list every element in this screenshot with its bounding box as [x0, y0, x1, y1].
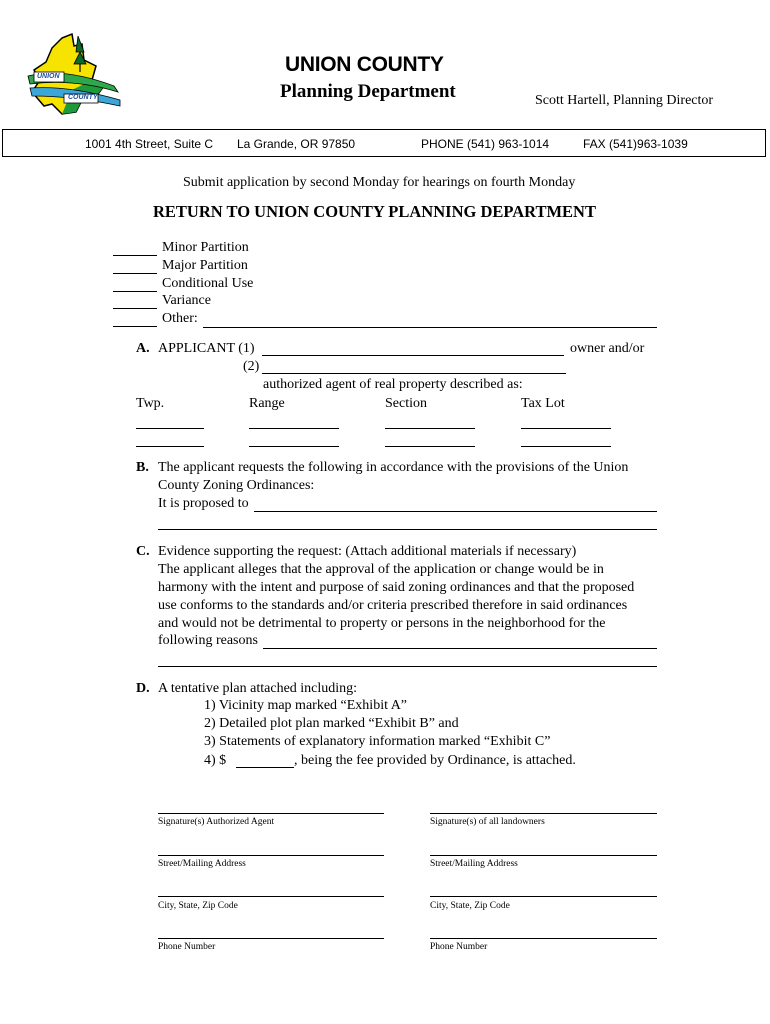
landowner-city-caption: City, State, Zip Code [430, 901, 510, 911]
reasons-field-2[interactable] [158, 652, 657, 667]
agent-phone-field[interactable] [158, 924, 384, 939]
address-street: 1001 4th Street, Suite C [85, 137, 214, 151]
section-b-line-2: County Zoning Ordinances: [158, 478, 315, 493]
exhibit-c-item: 3) Statements of explanatory information marked “Exhibit C” [204, 734, 551, 749]
reasons-label: following reasons [158, 633, 258, 648]
address-city: La Grande, OR 97850 [237, 137, 356, 151]
section-field-1[interactable] [385, 414, 475, 429]
logo-text-bottom: COUNTY [68, 94, 98, 101]
section-d-letter: D. [136, 681, 150, 696]
tax-lot-field-2[interactable] [521, 432, 611, 447]
range-label: Range [249, 396, 285, 411]
tax-lot-field-1[interactable] [521, 414, 611, 429]
fee-amount-field[interactable] [236, 753, 294, 768]
agent-text: authorized agent of real property described as: [263, 377, 523, 392]
fax-number: FAX (541)963-1039 [583, 137, 688, 151]
page-title: UNION COUNTY [285, 53, 444, 76]
minor-partition-label: Minor Partition [162, 240, 249, 255]
exhibit-a-item: 1) Vicinity map marked “Exhibit A” [204, 698, 408, 713]
applicant-label: APPLICANT (1) [158, 341, 255, 356]
agent-signature-caption: Signature(s) Authorized Agent [158, 817, 275, 827]
minor-partition-check[interactable] [113, 243, 157, 256]
section-label: Section [385, 396, 427, 411]
agent-city-caption: City, State, Zip Code [158, 901, 238, 911]
twp-label: Twp. [136, 396, 165, 411]
submission-notice: Submit application by second Monday for hearings on fourth Monday [183, 175, 576, 190]
fee-prefix: 4) $ [204, 753, 227, 768]
section-c-line-4: use conforms to the standards and/or criteria prescribed therefore in said ordinances [158, 598, 628, 613]
exhibit-b-item: 2) Detailed plot plan marked “Exhibit B” and [204, 716, 459, 731]
section-c-line-3: harmony with the intent and purpose of said zoning ordinances and that the proposed [158, 580, 635, 595]
section-c-letter: C. [136, 544, 150, 559]
applicant-2-field[interactable] [262, 359, 566, 374]
variance-label: Variance [162, 293, 211, 308]
fee-suffix: , being the fee provided by Ordinance, is attached. [294, 753, 576, 768]
proposed-field-2[interactable] [158, 515, 657, 530]
section-c-line-5: and would not be detrimental to property or persons in the neighborhood for the [158, 616, 606, 631]
variance-check[interactable] [113, 296, 157, 309]
page-subtitle: Planning Department [280, 81, 456, 102]
landowner-signature-caption: Signature(s) of all landowners [430, 817, 545, 827]
other-label: Other: [162, 311, 198, 326]
director-name: Scott Hartell, Planning Director [535, 93, 714, 108]
landowner-phone-field[interactable] [430, 924, 657, 939]
landowner-city-field[interactable] [430, 882, 657, 897]
agent-address-field[interactable] [158, 841, 384, 856]
landowner-address-caption: Street/Mailing Address [430, 859, 518, 869]
applicant-1-field[interactable] [262, 341, 564, 356]
return-heading: RETURN TO UNION COUNTY PLANNING DEPARTMENT [153, 202, 596, 221]
twp-field-2[interactable] [136, 432, 204, 447]
landowner-phone-caption: Phone Number [430, 942, 488, 952]
section-b-letter: B. [136, 460, 149, 475]
applicant-2-label: (2) [243, 359, 260, 374]
landowner-signature-field[interactable] [430, 799, 657, 814]
agent-address-caption: Street/Mailing Address [158, 859, 246, 869]
section-field-2[interactable] [385, 432, 475, 447]
range-field-1[interactable] [249, 414, 339, 429]
range-field-2[interactable] [249, 432, 339, 447]
section-c-line-1: Evidence supporting the request: (Attach additional materials if necessary) [158, 544, 577, 559]
tax-lot-label: Tax Lot [521, 396, 565, 411]
agent-city-field[interactable] [158, 882, 384, 897]
conditional-use-label: Conditional Use [162, 276, 254, 291]
conditional-use-check[interactable] [113, 279, 157, 292]
proposed-label: It is proposed to [158, 496, 249, 511]
landowner-address-field[interactable] [430, 841, 657, 856]
phone-number: PHONE (541) 963-1014 [421, 137, 550, 151]
logo-text-top: UNION [37, 73, 60, 80]
agent-phone-caption: Phone Number [158, 942, 216, 952]
major-partition-check[interactable] [113, 261, 157, 274]
other-description-field[interactable] [203, 313, 657, 328]
section-b-line-1: The applicant requests the following in accordance with the provisions of the Union [158, 460, 629, 475]
reasons-field-1[interactable] [263, 634, 657, 649]
section-d-intro: A tentative plan attached including: [158, 681, 358, 696]
county-logo [22, 30, 132, 120]
major-partition-label: Major Partition [162, 258, 248, 273]
address-bar [2, 129, 766, 157]
proposed-field-1[interactable] [254, 497, 657, 512]
other-check[interactable] [113, 314, 157, 327]
owner-label: owner and/or [570, 341, 645, 356]
section-a-letter: A. [136, 341, 150, 356]
section-c-line-2: The applicant alleges that the approval of the application or change would be in [158, 562, 604, 577]
agent-signature-field[interactable] [158, 799, 384, 814]
twp-field-1[interactable] [136, 414, 204, 429]
